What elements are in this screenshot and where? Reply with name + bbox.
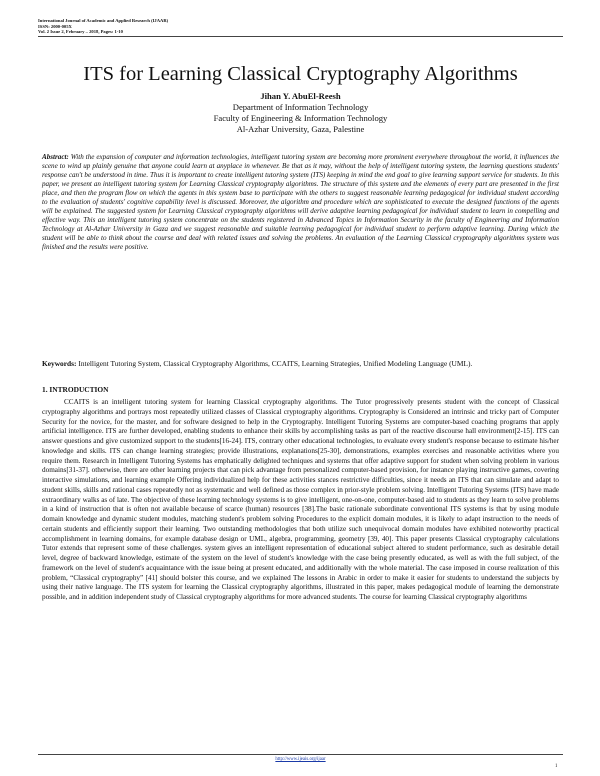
- section-heading-introduction: 1. INTRODUCTION: [42, 385, 109, 394]
- paper-title: ITS for Learning Classical Cryptography Algorithms: [83, 63, 518, 85]
- affiliation-faculty: Faculty of Engineering & Information Technology: [213, 113, 388, 123]
- introduction-body: [42, 398, 559, 603]
- keywords-label: Keywords:: [42, 359, 77, 368]
- affiliation-department: Department of Information Technology: [232, 102, 369, 112]
- footer-url-link[interactable]: http://www.ijeais.org/ijaar: [275, 757, 326, 762]
- author-block: [38, 91, 563, 135]
- journal-volume: Vol. 2 Issue 2, February – 2018, Pages: 1-10: [38, 29, 123, 35]
- page-number: 1: [555, 764, 558, 769]
- abstract-text: With the expansion of computer and information technologies, intelligent tutoring system are becoming more prominent everywhere throughout the world, it influences the scene to wind up plainly genuine that anyone could learn at anyplace in whenever. Be that as it may, without the help of intelligent tutoring system, the learning questions students' response can't be understood in time. Thus it is important to create intelligent tutoring system (ITS) keeping in mind the end goal to give learning support service for students. In this paper, we present an intelligent tutoring system for Learning Classical cryptography algorithms. The structure of this system and the elements of every part are presented in the first place, and then the program flow on which the agents in this system base to participate with the others to suggest reasonable learning pedagogical for individual student according to the evaluation of students' cognitive capability level is discussed. Moreover, the algorithm and procedure which are sophisticated to execute the designed functions of the agents will be explained. The suggested system for Learning Classical cryptography algorithms will derive adaptive learning pedagogical for individual student to learn in compelling and effective way. This an intelligent tutoring system concentrate on the students registered in Advanced Topics in Information Security in the faculty of Engineering and Information Technology at Al-Azhar University in Gaza and we suggest reasonable and suitable learning pedagogical for individual student to perform adaptive learning. During which the student will be able to think about the course and deal with related issues and solving the problems. An evaluation of the Learning Classical cryptography algorithms system was finished and the results were positive.: [42, 153, 559, 251]
- abstract-label: Abstract:: [42, 153, 69, 161]
- affiliation-university: Al-Azhar University, Gaza, Palestine: [236, 124, 365, 134]
- keywords-text: Intelligent Tutoring System, Classical Cryptography Algorithms, CCAITS, Learning Strategies, Unified Modeling Language (UML).: [78, 359, 473, 368]
- author-name: Jihan Y. AbuEl-Reesh: [260, 91, 341, 101]
- abstract: [42, 153, 559, 252]
- header-rule: [38, 36, 563, 37]
- footer-rule: [38, 754, 563, 755]
- journal-name: International Journal of Academic and Applied Research (IJAAR): [38, 18, 169, 23]
- journal-header: [38, 18, 168, 35]
- journal-issn: ISSN: 2000-005X: [38, 23, 72, 29]
- keywords: [42, 359, 559, 368]
- introduction-paragraph: CCAITS is an intelligent tutoring system for learning Classical cryptography algorithms. The Tutor progressively presents student with the concept of Classical cryptography algorithms and portrays most repeatedly utilized classes of Classical cryptography algorithms. Cryptography is Considered an intrinsic and tricky part of Computer Security for the novice, for the master, and for software designed to help in the Cryptography. Intelligent Tutoring Systems are computer-based coaching programs that apply artificial intelligence. ITS are further developed, enabling students to enhance their skills by accomplishing tasks as part of the reactive discourse hall environment[2-15]. ITS can answer questions and give customized support to the students[16-24]. ITS, contrary other educational technologies, to evaluate every student's response because to estimate his/her knowledge and skills. ITS can change learning strategies; provide illustrations, explanations[25-30], demonstrations, examples exercises and reasonable activities where you require them. Research in Intelligent Tutoring Systems has emphatically delighted techniques and systems that offer adaptive support for student when solving problem in various domains[31-37]. otherwise, there are other learning projects that can pick advantage from personalized computer-based provision, for instance playing instructive games, covering interactive simulations, and learning example Offering individualized help for these activities stances restrictive difficulties, since it needs an ITS that can simulate and adapt to student skills, skills and rational cases repeatedly not as systematic and well defined as those complex in prior-style problem solving. Intelligent Tutoring Systems (ITS) have made extraordinary walks as of late. The objective of these learning technology systems is to give intelligent, one-on-one, computer-based aid to students as they learn to solve problems in a kind of instruction that is often not available because of scarce (human) resources [38].The basic rationale subordinate conventional ITS systems is that by using module domain knowledge and dynamic student modules, matching student's problem solving Procedures to the explicit domain modules, it is likely to adapt instruction to the needs of certain students and efficiently support their learning. Two outstanding methodologies that both utilize such unequivocal domain modules have exhibited noteworthy practical accomplishment in learning domains, for example database design or UML, algebra, programming, geometry [39, 40]. This paper presents Classical cryptography calculations Tutor extends that represent some of these challenges. system gives an intelligent representation of educational subject altered to student performance, such as desirable detail level, degree of backward knowledge, estimate of the system on the level of student's knowledge with the case being presently educated, as well as with the full subject, of the framework on the level of student's acquaintance with the issue being at present educated, and additionally with the whole material. The case imposed in course realization of this problem, “Classical cryptography” [41] should bolster this course, and we explained The lessons in Arabic in order to make it easier for students to understand the subjects by using their native language. The ITS system for learning the Classical cryptography algorithms, illustrated in this paper, makes pedagogical module of learning the demonstrate possible, and in addition independent study of Classical cryptography algorithms for more advanced students. The course for learning Classical cryptography algorithms: [42, 398, 559, 601]
